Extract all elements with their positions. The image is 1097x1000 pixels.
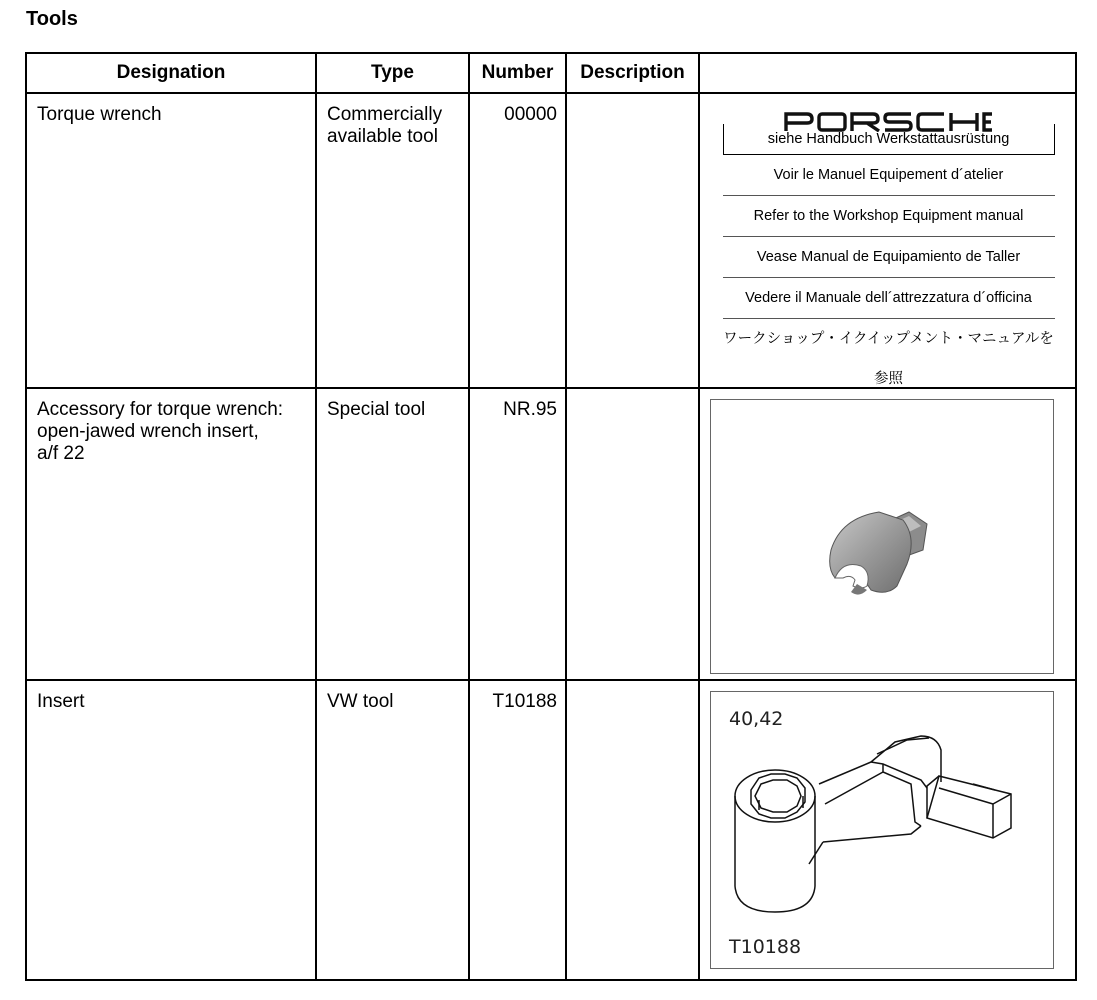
header-image: [699, 53, 1076, 93]
table-row: [26, 93, 1076, 388]
illustration-label-top: 40,42: [729, 708, 784, 730]
reference-line: ワークショップ・イクイップメント・マニュアルを参照: [723, 331, 1054, 387]
illustration-label-bottom: T10188: [729, 936, 802, 958]
image-cell: [699, 680, 1076, 980]
reference-cell: [699, 93, 1076, 388]
type-cell: VW tool: [316, 680, 469, 980]
reference-line: Vedere il Manuale dell´attrezzatura d´officina: [723, 278, 1055, 319]
image-cell: [699, 388, 1076, 680]
reference-line: Refer to the Workshop Equipment manual: [723, 196, 1055, 237]
ring-wrench-insert-icon: [711, 692, 1053, 968]
reference-line: Voir le Manuel Equipement d´atelier: [723, 155, 1055, 196]
description-cell: [566, 388, 699, 680]
designation-cell: Accessory for torque wrench: open-jawed wrench insert, a/f 22: [26, 388, 316, 680]
number-cell: 00000: [469, 93, 566, 388]
porsche-reference-block: [723, 112, 1055, 387]
tool-illustration: [710, 691, 1054, 969]
tool-illustration: [710, 399, 1054, 674]
type-cell: Special tool: [316, 388, 469, 680]
page-title: Tools: [26, 8, 78, 30]
table-header-row: [26, 53, 1076, 93]
reference-line: Vease Manual de Equipamiento de Taller: [723, 237, 1055, 278]
open-jaw-wrench-insert-icon: [711, 400, 1053, 673]
designation-cell: Insert: [26, 680, 316, 980]
description-cell: [566, 93, 699, 388]
header-type: Type: [316, 53, 469, 93]
tools-table: [25, 52, 1077, 981]
table-row: [26, 388, 1076, 680]
type-cell: Commercially available tool: [316, 93, 469, 388]
header-designation: Designation: [26, 53, 316, 93]
number-cell: T10188: [469, 680, 566, 980]
reference-line: siehe Handbuch Werkstattausrüstung: [723, 124, 1055, 155]
designation-cell: Torque wrench: [26, 93, 316, 388]
header-number: Number: [469, 53, 566, 93]
table-row: [26, 680, 1076, 980]
description-cell: [566, 680, 699, 980]
header-description: Description: [566, 53, 699, 93]
number-cell: NR.95: [469, 388, 566, 680]
